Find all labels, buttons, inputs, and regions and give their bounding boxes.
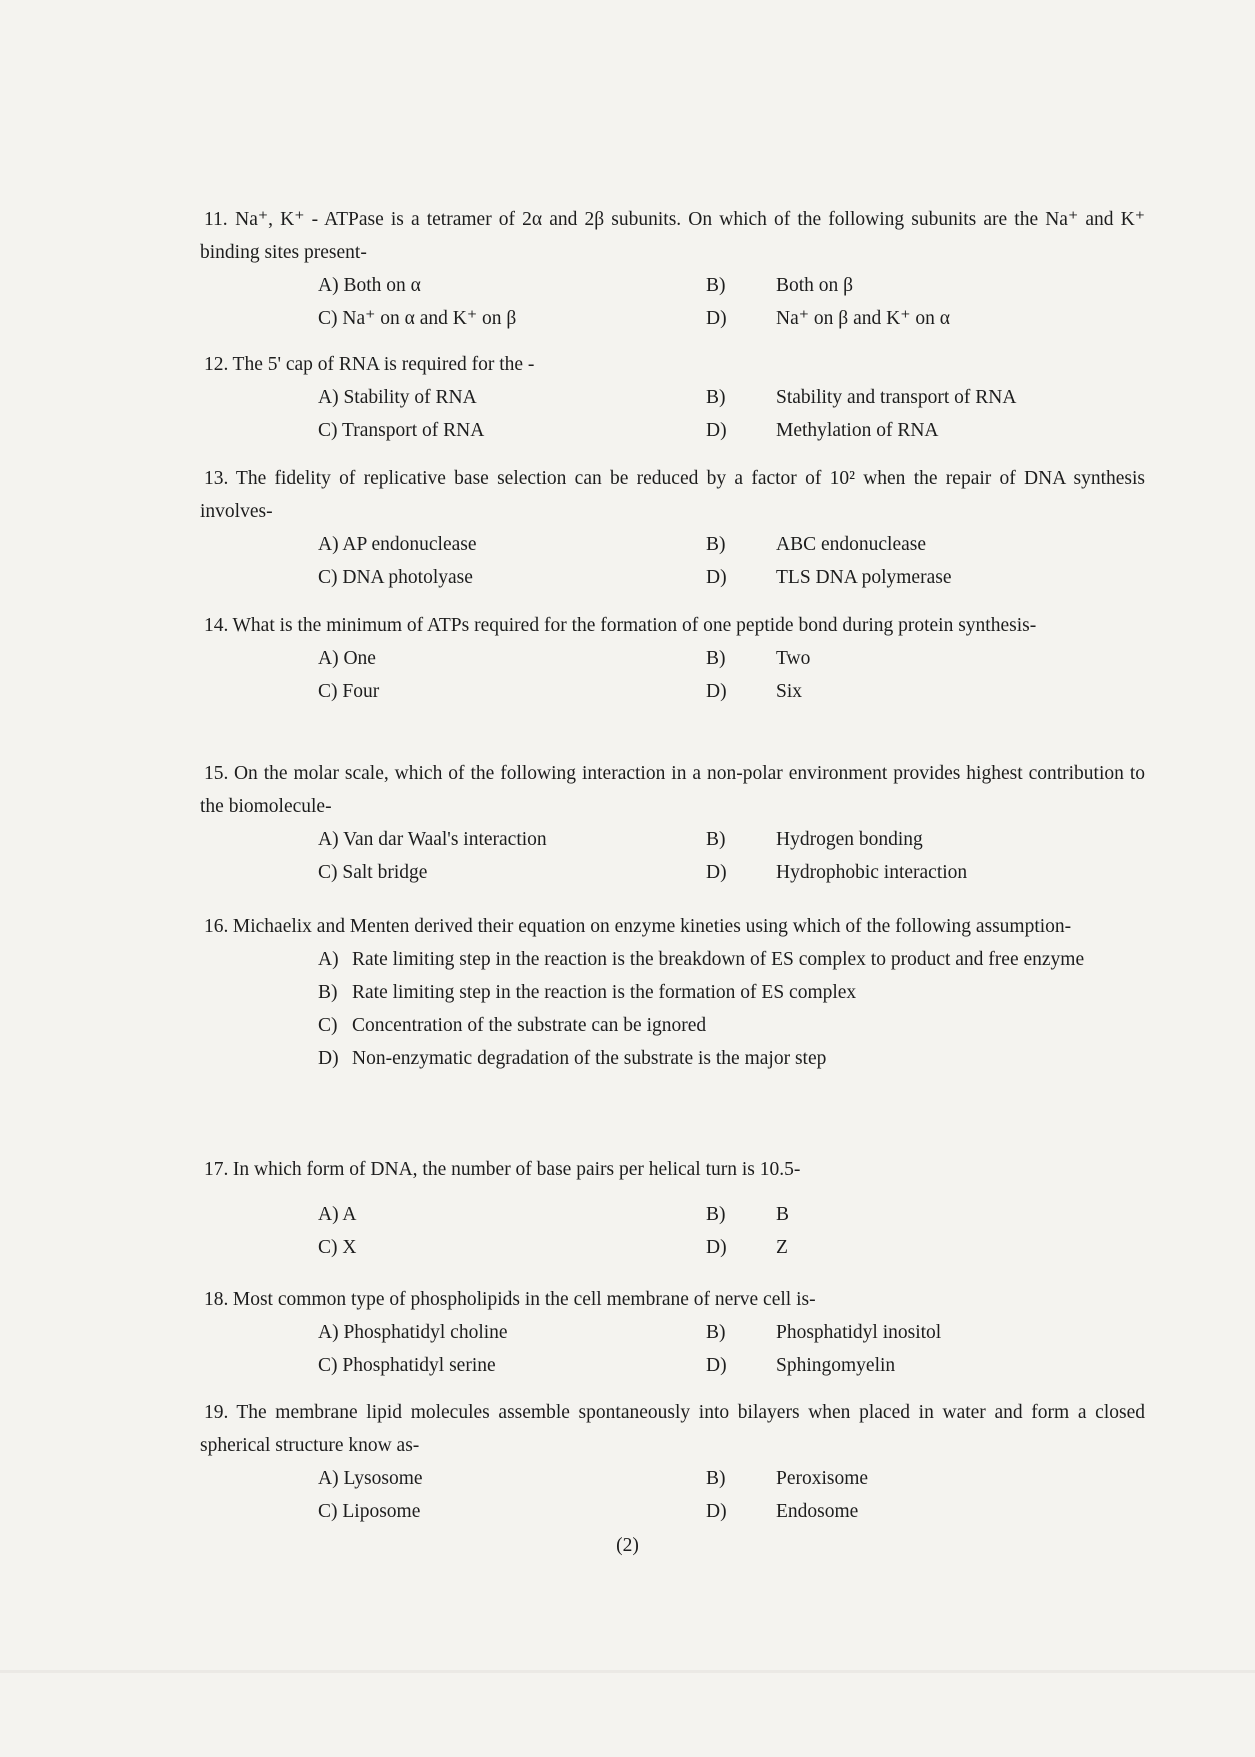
- options: [318, 1198, 1145, 1264]
- option-label: D): [706, 681, 727, 702]
- option-label: A): [318, 1322, 339, 1343]
- option-label: C): [318, 567, 338, 588]
- question-stem: The membrane lipid molecules assemble spontaneously into bilayers when placed in water and form a closed spherical structure know as-: [200, 1402, 1145, 1456]
- question-stem: Na⁺, K⁺ - ATPase is a tetramer of 2α and 2β subunits. On which of the following subunits are the Na⁺ and K⁺ binding sites present-: [200, 209, 1146, 263]
- question-number: 11.: [204, 209, 228, 230]
- option-label: A): [318, 534, 339, 555]
- option-b: Phosphatidyl inositol: [776, 1322, 942, 1343]
- option-a: Lysosome: [343, 1468, 423, 1489]
- question-stem: The 5' cap of RNA is required for the -: [232, 354, 535, 375]
- option-a: Both on α: [343, 275, 421, 296]
- option-a: A: [342, 1204, 357, 1225]
- option-label: C): [318, 862, 338, 883]
- options: [318, 642, 1145, 708]
- question-14: [200, 609, 1145, 708]
- scan-edge-line: [0, 1670, 1255, 1673]
- option-c: Phosphatidyl serine: [342, 1355, 496, 1376]
- question-number: 16.: [204, 916, 229, 937]
- question-number: 15.: [204, 763, 229, 784]
- question-number: 19.: [204, 1402, 229, 1423]
- option-label: B): [706, 387, 726, 408]
- option-label: D): [706, 308, 727, 329]
- option-label: C): [318, 1355, 338, 1376]
- question-16: [200, 910, 1145, 1075]
- page-number: (2): [616, 1535, 639, 1556]
- option-label: D): [706, 567, 727, 588]
- option-label: A): [318, 648, 339, 669]
- option-a: Van dar Waal's interaction: [343, 829, 547, 850]
- question-11: [200, 203, 1145, 335]
- option-label: D): [706, 1501, 727, 1522]
- option-label: B): [318, 982, 338, 1003]
- option-label: A): [318, 949, 339, 970]
- question-19: [200, 1396, 1145, 1528]
- question-number: 13.: [204, 468, 229, 489]
- question-17: [200, 1153, 1145, 1264]
- option-c: Salt bridge: [342, 862, 428, 883]
- option-c: Four: [342, 681, 380, 702]
- options: [318, 943, 1145, 1075]
- option-label: C): [318, 420, 338, 441]
- option-label: B): [706, 648, 726, 669]
- option-label: B): [706, 1204, 726, 1225]
- options: [318, 1316, 1145, 1382]
- option-c: DNA photolyase: [342, 567, 473, 588]
- option-b: ABC endonuclease: [776, 534, 927, 555]
- options: [318, 269, 1145, 335]
- option-label: C): [318, 681, 338, 702]
- option-d: Non-enzymatic degradation of the substrate is the major step: [352, 1048, 827, 1069]
- option-label: B): [706, 275, 726, 296]
- option-label: A): [318, 387, 339, 408]
- question-stem: In which form of DNA, the number of base pairs per helical turn is 10.5-: [232, 1159, 801, 1180]
- option-d: Sphingomyelin: [776, 1355, 896, 1376]
- option-c: Liposome: [342, 1501, 421, 1522]
- option-label: D): [706, 862, 727, 883]
- option-a: Rate limiting step in the reaction is the breakdown of ES complex to product and free enzyme: [352, 949, 1085, 970]
- option-b: B: [776, 1204, 790, 1225]
- option-b: Both on β: [776, 275, 854, 296]
- option-label: A): [318, 1468, 339, 1489]
- option-c: Transport of RNA: [342, 420, 485, 441]
- options: [318, 381, 1145, 447]
- option-b: Peroxisome: [776, 1468, 869, 1489]
- option-label: C): [318, 1015, 338, 1036]
- option-c: Na⁺ on α and K⁺ on β: [342, 308, 517, 329]
- option-label: D): [706, 1355, 727, 1376]
- question-number: 14.: [204, 615, 229, 636]
- question-number: 18.: [204, 1289, 229, 1310]
- option-d: Na⁺ on β and K⁺ on α: [776, 308, 950, 329]
- question-stem: Most common type of phospholipids in the cell membrane of nerve cell is-: [232, 1289, 816, 1310]
- option-d: Methylation of RNA: [776, 420, 939, 441]
- option-label: B): [706, 1468, 726, 1489]
- question-18: [200, 1283, 1145, 1382]
- option-label: B): [706, 1322, 726, 1343]
- option-d: Z: [776, 1237, 788, 1258]
- option-b: Stability and transport of RNA: [776, 387, 1017, 408]
- option-b: Two: [776, 648, 811, 669]
- option-label: C): [318, 1501, 338, 1522]
- option-label: D): [706, 420, 727, 441]
- option-c: Concentration of the substrate can be ignored: [352, 1015, 707, 1036]
- question-stem: On the molar scale, which of the following interaction in a non-polar environment provides highest contribution to the biomolecule-: [200, 763, 1145, 817]
- option-d: TLS DNA polymerase: [776, 567, 952, 588]
- option-d: Endosome: [776, 1501, 859, 1522]
- option-label: D): [706, 1237, 727, 1258]
- option-a: Phosphatidyl choline: [343, 1322, 508, 1343]
- option-c: X: [342, 1237, 357, 1258]
- question-stem: Michaelix and Menten derived their equation on enzyme kineties using which of the following assumption-: [232, 916, 1072, 937]
- question-stem: The fidelity of replicative base selection can be reduced by a factor of 10² when the repair of DNA synthesis involves-: [200, 468, 1145, 522]
- option-a: One: [343, 648, 376, 669]
- option-d: Hydrophobic interaction: [776, 862, 968, 883]
- option-b: Hydrogen bonding: [776, 829, 923, 850]
- option-label: B): [706, 534, 726, 555]
- option-label: B): [706, 829, 726, 850]
- question-15: [200, 757, 1145, 889]
- option-label: A): [318, 1204, 339, 1225]
- option-label: D): [318, 1048, 339, 1069]
- options: [318, 823, 1145, 889]
- option-label: A): [318, 829, 339, 850]
- option-label: A): [318, 275, 339, 296]
- option-a: Stability of RNA: [343, 387, 477, 408]
- option-b: Rate limiting step in the reaction is the formation of ES complex: [352, 982, 857, 1003]
- question-13: [200, 462, 1145, 594]
- question-number: 17.: [204, 1159, 229, 1180]
- option-label: C): [318, 1237, 338, 1258]
- options: [318, 1462, 1145, 1528]
- option-a: AP endonuclease: [342, 534, 477, 555]
- option-label: C): [318, 308, 338, 329]
- option-d: Six: [776, 681, 803, 702]
- question-number: 12.: [204, 354, 229, 375]
- question-stem: What is the minimum of ATPs required for the formation of one peptide bond during protein synthesis-: [232, 615, 1037, 636]
- question-12: [200, 348, 1145, 447]
- options: [318, 528, 1145, 594]
